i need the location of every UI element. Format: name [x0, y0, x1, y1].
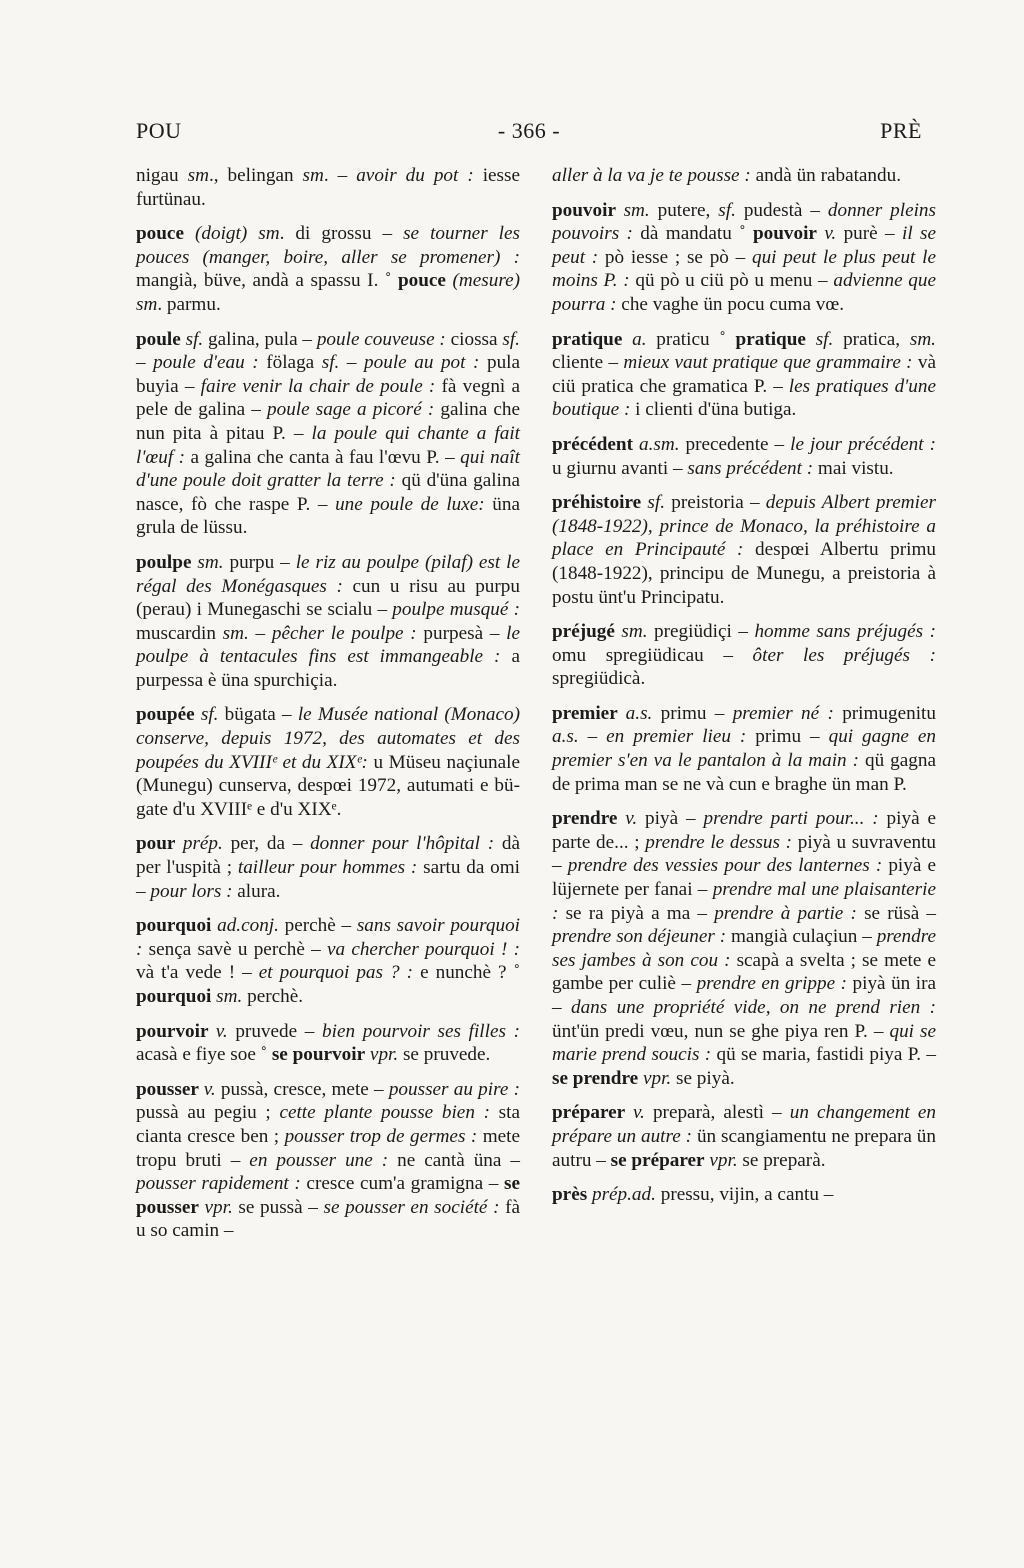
grammar-label: sf. — [200, 704, 219, 726]
headword: pouvoir — [552, 199, 624, 221]
french-example: depuis Albert premier (1848-1922), prince de Monaco, la préhistoire a place en Principauté : — [552, 492, 936, 561]
translation-text: dà per l'uspità ; — [136, 833, 520, 879]
grammar-label: vpr. — [204, 1196, 233, 1218]
grammar-label: a. — [632, 328, 647, 350]
french-example: poule couveuse : — [316, 328, 446, 350]
translation-text: pula buyia – — [136, 352, 521, 397]
grammar-label: sf. — [185, 328, 204, 350]
french-example: tailleur pour hommes : — [237, 857, 418, 879]
dictionary-entry — [136, 1078, 520, 1243]
dictionary-entry — [552, 1101, 936, 1172]
translation-text: piyà u suvraventu – — [552, 831, 936, 877]
translation-text: sta cianta cresce ben ; — [136, 1102, 520, 1147]
translation-text: purpu – — [223, 551, 296, 573]
translation-text: bügata – — [218, 704, 298, 726]
headword: pouce — [136, 223, 195, 245]
translation-text: putere, — [649, 199, 719, 221]
headword: pratique — [735, 328, 806, 350]
dictionary-entry — [552, 807, 936, 1090]
translation-text: perchè – — [278, 915, 357, 937]
translation-text: spregiüdicà. — [552, 668, 646, 690]
headword: poulpe — [136, 551, 198, 573]
headword: préhistoire — [552, 492, 648, 514]
dictionary-entry — [552, 702, 936, 796]
grammar-label: vpr. — [369, 1044, 399, 1066]
translation-text: mete tropu bruti – — [136, 1125, 520, 1171]
dictionary-entry — [136, 222, 520, 316]
page-header — [136, 118, 922, 148]
translation-text: che vaghe ün pocu cuma vœ. — [616, 293, 845, 315]
translation-text: và ciü pratica che gramatica P. – — [552, 352, 936, 397]
translation-text: preparà, alestì – — [644, 1102, 790, 1124]
translation-text: – — [578, 726, 607, 748]
translation-text: a purpessa è üna spurchiçia. — [136, 646, 520, 691]
grammar-label: sf. — [321, 352, 340, 374]
french-example: mieux vaut pratique que grammaire : — [623, 352, 913, 374]
french-example: donner pleins pouvoirs : — [552, 199, 936, 245]
translation-text: sartu da omi – — [136, 857, 520, 902]
grammar-label: sf. — [647, 492, 666, 514]
french-example: aller à la va je te pousse : — [552, 165, 751, 186]
headword: se pourvoir — [271, 1044, 366, 1066]
translation-text: pudestà – — [735, 199, 828, 221]
french-example: les pratiques d'une boutique : — [552, 375, 936, 421]
grammar-label: v. — [215, 1020, 228, 1042]
translation-text: acasà e fiye soe ˚ — [136, 1044, 272, 1066]
headword: pourquoi — [136, 915, 218, 937]
translation-text: scapà a svelta ; se mete e gambe per culiè – — [552, 949, 936, 995]
french-example: poule d'eau : — [153, 352, 259, 374]
grammar-label: (mesure) sm — [136, 270, 520, 315]
french-example: il se peut : — [552, 223, 937, 268]
translation-text: piyà – — [637, 808, 704, 830]
grammar-label: sm. — [197, 551, 224, 573]
translation-text: primugenitu — [833, 702, 936, 724]
grammar-label: sf. — [718, 199, 736, 221]
translation-text: ciossa — [445, 328, 503, 350]
dictionary-entry — [552, 620, 936, 691]
grammar-label: sm — [302, 165, 324, 186]
french-example: poule sage a picoré : — [267, 399, 435, 421]
grammar-label: a.s. — [625, 702, 653, 724]
running-head-right: PRÈ — [880, 118, 922, 143]
translation-text: galina che nun pita à pitau P. – — [136, 399, 520, 444]
grammar-label: v. — [824, 223, 837, 245]
dictionary-entry — [552, 328, 936, 422]
french-example: prendre le dessus : — [645, 831, 793, 853]
translation-text: omu spregiüdicau – — [552, 644, 753, 666]
french-example: sans précédent : — [687, 457, 814, 479]
grammar-label: a.sm. — [638, 433, 680, 455]
translation-text: piyà e lüjernete per fanai – — [552, 855, 936, 901]
translation-text: perchè. — [242, 986, 304, 1007]
headword: pratique — [552, 328, 633, 350]
grammar-label: sm. — [909, 328, 936, 350]
french-example: la poule qui chante a fait l'œuf : — [136, 422, 520, 468]
french-example: pousser rapidement : — [136, 1173, 301, 1195]
translation-text: mangià, büve, andà a spassu I. ˚ — [136, 270, 398, 292]
french-example: prendre des vessies pour des lanternes : — [567, 855, 883, 877]
headword: pouvoir — [752, 223, 817, 245]
dictionary-entry — [136, 914, 520, 1008]
translation-text: galina, pula – — [203, 328, 317, 350]
translation-text: ünt'ün predi vœu, nun se ghe piya ren P. – — [552, 1020, 890, 1042]
french-example: premier né : — [732, 702, 834, 724]
french-example: pêcher le poulpe : — [271, 622, 417, 644]
headword: premier — [552, 702, 626, 724]
translation-text: iesse furtünau. — [136, 165, 520, 210]
dictionary-entry — [136, 328, 520, 540]
french-example: homme sans préjugés : — [754, 621, 937, 643]
translation-text: u Müseu naçiunale (Munegu) cunserva, despœi 1972, autumati e bügate d'u XVIIIᵉ e d'u XIXᵉ. — [136, 751, 520, 820]
grammar-label: vpr. — [709, 1149, 738, 1171]
translation-text: pressu, vijin, a cantu – — [655, 1184, 834, 1206]
dictionary-entry — [552, 199, 936, 317]
translation-text: se pussà – — [232, 1196, 324, 1218]
translation-text: preistoria – — [665, 492, 766, 514]
translation-text: se pruvede. — [398, 1044, 491, 1066]
grammar-label: sm. — [621, 621, 648, 643]
translation-text: a galina che canta à fau l'œvu P. – — [185, 446, 461, 468]
grammar-label: ad.conj. — [217, 915, 279, 937]
headword: se pousser — [136, 1173, 520, 1218]
translation-text: và t'a vede ! – — [136, 962, 259, 984]
french-example: le Musée national (Monaco) conserve, depuis 1972, des automates et des poupées du XVIIIᵉ et du XIXᵉ: — [136, 704, 521, 773]
dictionary-entry — [136, 832, 520, 903]
headword: précédent — [552, 433, 639, 455]
translation-text: pruvede – — [227, 1020, 323, 1042]
grammar-label: sm. — [222, 622, 249, 644]
headword: prendre — [552, 808, 626, 830]
grammar-label: vpr. — [642, 1067, 672, 1089]
translation-text: sença savè u perchè – — [142, 938, 327, 960]
translation-text: e nunchè ? ˚ — [413, 962, 520, 984]
french-example: et pourquoi pas ? : — [258, 962, 414, 984]
french-example: qui peut le plus peut le moins P. : — [552, 246, 936, 292]
french-example: une poule de luxe: — [335, 493, 485, 515]
translation-text: üna grula de lüssu. — [136, 493, 520, 539]
translation-text: – — [339, 352, 365, 374]
translation-text: . – — [323, 165, 357, 186]
grammar-label: v. — [203, 1078, 216, 1100]
headword: poule — [136, 328, 186, 350]
french-example: dans une propriété vide, on ne prend rien : — [570, 997, 936, 1018]
translation-text: pregiüdiçi – — [647, 621, 755, 643]
french-example: donner pour l'hôpital : — [310, 833, 495, 855]
grammar-label: sm — [187, 165, 209, 186]
translation-text: fölaga — [258, 352, 322, 374]
right-column — [552, 164, 936, 1207]
translation-text: pratica, — [833, 328, 910, 350]
translation-text: precedente – — [679, 433, 791, 455]
translation-text: se rüsà – — [856, 902, 936, 924]
translation-text: i clienti d'üna butiga. — [630, 399, 797, 421]
french-example: va chercher pourquoi ! : — [326, 938, 520, 960]
translation-text: piyà ün ira – — [552, 973, 936, 1018]
translation-text: ne cantà üna – — [388, 1149, 520, 1171]
translation-text: ün scangiamentu ne prepara ün autru – — [552, 1125, 936, 1171]
translation-text: cliente – — [552, 352, 624, 374]
translation-text: dà mandatu ˚ — [632, 223, 753, 245]
entry-continuation — [552, 164, 936, 188]
grammar-label: sm. — [216, 986, 243, 1007]
french-example: avoir du pot : — [356, 165, 474, 186]
french-example: prendre ses jambes à son cou : — [552, 926, 937, 971]
grammar-label: v. — [625, 808, 638, 830]
entry-continuation — [136, 164, 520, 211]
translation-text: purpesà – — [416, 622, 507, 644]
grammar-label: prép. — [182, 833, 223, 855]
french-example: se tourner les pouces (manger, boire, aller se promener) : — [136, 223, 521, 268]
french-example: en premier lieu : — [606, 726, 747, 748]
french-example: poule au pot : — [364, 352, 480, 374]
french-example: poulpe musqué : — [392, 599, 520, 621]
headword: pouce — [397, 270, 453, 292]
translation-text: qü pò u ciü pò u menu – — [629, 270, 834, 292]
grammar-label: v. — [632, 1102, 645, 1124]
grammar-label: a.s. — [552, 726, 579, 748]
french-example: le poulpe à tentacules fins est immangeable : — [136, 622, 521, 668]
french-example: sans savoir pourquoi : — [136, 915, 520, 960]
headword: poupée — [136, 704, 201, 726]
translation-text: u giurnu avanti – — [552, 457, 688, 479]
translation-text: cun u risu au purpu (perau) i Munegaschi se scialu – — [136, 575, 520, 621]
translation-text: piyà e parte de... ; — [552, 808, 936, 853]
grammar-label: sm. — [623, 199, 650, 221]
translation-text: . di grossu – — [279, 223, 404, 245]
dictionary-entry — [552, 433, 936, 480]
french-example: bien pourvoir ses filles : — [322, 1020, 520, 1042]
french-example: en pousser une : — [249, 1149, 389, 1171]
dictionary-entry — [136, 1020, 520, 1067]
dictionary-entry — [552, 1183, 936, 1207]
french-example: prendre en grippe : — [696, 973, 848, 995]
translation-text: qü d'üna galina nasce, fò che raspe P. – — [136, 470, 521, 515]
translation-text: pussà au pegiu ; — [136, 1102, 280, 1124]
translation-text: qü gagna de prima man se ne và cun e braghe ün man P. — [552, 750, 936, 795]
french-example: prendre parti pour... : — [703, 808, 879, 830]
dictionary-entry — [136, 703, 520, 821]
french-example: advienne que pourra : — [552, 270, 936, 315]
translation-text: primu – — [746, 726, 829, 748]
french-example: cette plante pousse bien : — [279, 1102, 490, 1124]
headword: se préparer — [610, 1149, 705, 1171]
translation-text: per, da – — [222, 833, 311, 855]
headword: pour — [136, 833, 183, 855]
translation-text: alura. — [232, 880, 281, 902]
translation-text: fà vegnì a pele de galina – — [136, 375, 520, 421]
french-example: le jour précédent : — [790, 433, 936, 455]
french-example: faire venir la chair de poule : — [200, 375, 436, 397]
translation-text: primu – — [652, 702, 733, 724]
headword: pousser — [136, 1078, 204, 1100]
french-example: prendre mal une plaisanterie : — [552, 879, 936, 924]
french-example: le riz au poulpe (pilaf) est le régal des Monégasques : — [136, 551, 520, 597]
translation-text: pussà, cresce, mete – — [215, 1078, 389, 1100]
dictionary-entry — [552, 491, 936, 609]
translation-text: se piyà. — [671, 1067, 735, 1089]
french-example: prendre à partie : — [714, 902, 857, 924]
french-example: pousser au pire : — [388, 1078, 520, 1100]
headword: pourvoir — [136, 1020, 216, 1042]
french-example: se pousser en société : — [323, 1196, 500, 1218]
french-example: qui gagne en premier s'en va le pantalon à la main : — [552, 726, 937, 772]
translation-text: andà ün rabatandu. — [750, 165, 902, 186]
translation-text: pò iesse ; se pò – — [598, 246, 752, 268]
grammar-label: sf. — [815, 328, 834, 350]
grammar-label: (doigt) sm — [195, 223, 280, 245]
page-number: - 366 - — [497, 118, 561, 143]
translation-text: nigau — [136, 165, 188, 186]
headword: se prendre — [552, 1067, 639, 1089]
french-example: un changement en prépare un autre : — [552, 1102, 936, 1147]
translation-text: mangià culaçiun – — [726, 926, 877, 948]
left-column — [136, 164, 520, 1243]
french-example: qui naît d'une poule doit gratter la terre : — [136, 446, 521, 492]
headword: préparer — [552, 1102, 633, 1124]
grammar-label: prép.ad. — [591, 1184, 656, 1206]
french-example: pousser trop de germes : — [284, 1125, 478, 1147]
translation-text: purè – — [836, 223, 903, 245]
dictionary-entry — [136, 551, 520, 693]
french-example: ôter les préjugés : — [752, 644, 936, 666]
translation-text: muscardin — [136, 622, 223, 644]
translation-text: se ra piyà a ma – — [558, 902, 715, 924]
running-head-left: POU — [136, 118, 182, 143]
french-example: qui se marie prend soucis : — [552, 1020, 936, 1066]
headword: pourquoi — [136, 986, 212, 1007]
translation-text: qü se maria, fastidi piya P. – — [711, 1044, 936, 1066]
translation-text: despœi Albertu primu (1848-1922), principu de Munegu, a preistoria à postu ünt'u Principatu. — [552, 539, 937, 608]
translation-text: cresce cum'a gramigna – — [300, 1173, 505, 1195]
headword: près — [552, 1184, 592, 1206]
translation-text: . parmu. — [157, 293, 221, 315]
translation-text: praticu ˚ — [646, 328, 736, 350]
translation-text: – — [248, 622, 272, 644]
translation-text: fà u so camin – — [136, 1196, 520, 1242]
french-example: pour lors : — [150, 880, 233, 902]
french-example: prendre son déjeuner : — [552, 926, 727, 948]
headword: préjugé — [552, 621, 622, 643]
translation-text: ., belingan — [208, 165, 303, 186]
translation-text: – — [136, 352, 154, 374]
translation-text: mai vistu. — [813, 457, 894, 479]
translation-text: se preparà. — [737, 1149, 826, 1171]
translation-text — [806, 329, 816, 350]
grammar-label: sf. — [502, 328, 520, 350]
